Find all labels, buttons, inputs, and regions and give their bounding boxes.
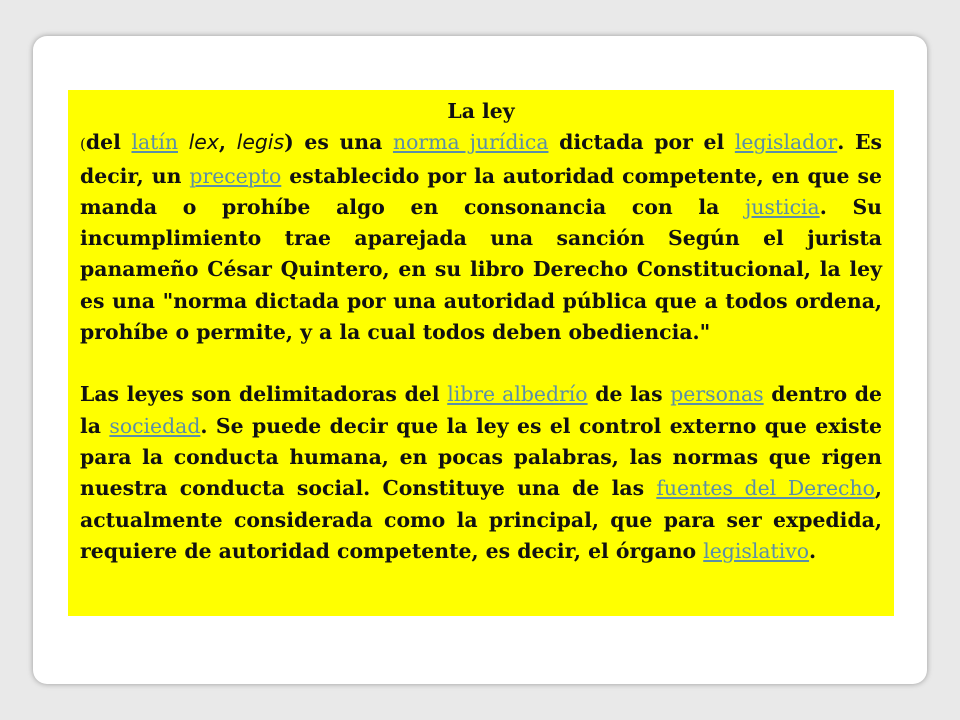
link-justicia[interactable]: justicia — [744, 194, 820, 219]
paren-open: ( — [80, 135, 86, 154]
text-segment: ) es una — [284, 130, 393, 155]
text-segment: , actualmente considerada como la principal, que para ser expedida, requiere de autoridad competente, es decir, el órgano — [80, 476, 882, 563]
text-segment — [178, 130, 189, 154]
link-latin[interactable]: latín — [131, 130, 178, 155]
term-legis: legis — [236, 130, 285, 155]
text-segment: establecido por la autoridad competente, en que se manda o prohíbe algo en consonancia con la — [80, 163, 882, 219]
link-legislativo[interactable]: legislativo — [703, 538, 810, 563]
text-segment: . Se puede decir que la ley es el control externo que existe para la conducta humana, en pocas palabras, las normas que rigen nuestra conducta social. Constituye una de las — [80, 413, 882, 501]
link-norma-juridica[interactable]: norma jurídica — [392, 130, 549, 155]
paragraph-gap — [80, 348, 882, 379]
paragraph-definition — [80, 127, 882, 348]
text-segment: Las leyes son delimitadoras del — [80, 382, 448, 407]
term-lex: lex — [188, 130, 219, 155]
link-precepto[interactable]: precepto — [189, 163, 282, 188]
slide — [33, 36, 927, 684]
link-sociedad[interactable]: sociedad — [109, 413, 201, 438]
title: La ley — [447, 99, 515, 123]
paragraph-delimitation — [80, 379, 882, 567]
text-segment: dentro de la — [80, 382, 882, 438]
link-legislador[interactable]: legislador — [734, 130, 838, 155]
text-segment: , — [218, 130, 237, 155]
text-segment: dictada por el — [548, 130, 735, 155]
text-segment: . — [809, 538, 817, 563]
link-libre-albedrio[interactable]: libre albedrío — [447, 382, 588, 407]
text-segment: de las — [587, 382, 671, 407]
text-segment: del — [85, 130, 132, 155]
text-segment: . Su incumplimiento trae aparejada una sanción Según el jurista panameño César Quintero, en su libro Derecho Constitucional, la ley es una "norma dictada por una autoridad pública que a todos ordena, prohíbe o permite, y a la cual todos deben obediencia." — [80, 194, 882, 345]
link-fuentes-del-derecho[interactable]: fuentes del Derecho — [656, 476, 875, 501]
text-box — [68, 90, 894, 616]
text-segment: . Es decir, un — [80, 130, 882, 188]
link-personas[interactable]: personas — [670, 382, 764, 407]
